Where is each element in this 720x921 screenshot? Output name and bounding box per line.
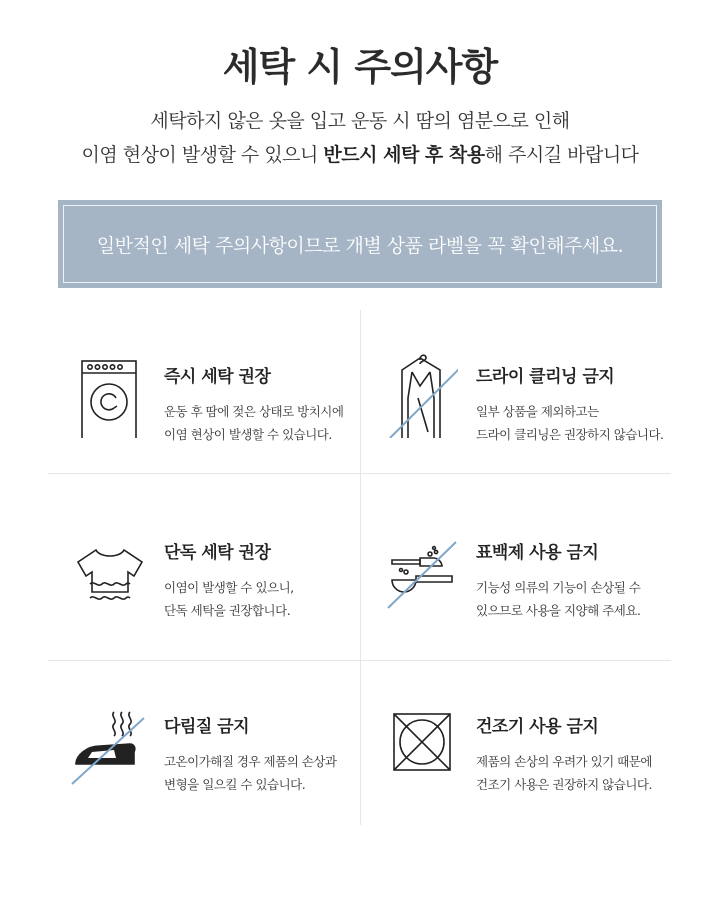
care-item-desc-line-1: 운동 후 땀에 젖은 상태로 방치시에 bbox=[164, 404, 344, 419]
tumble-dry-prohibited-icon bbox=[382, 696, 458, 788]
notice-banner bbox=[58, 200, 662, 288]
care-item-no-ironing bbox=[48, 672, 359, 812]
washing-machine-icon bbox=[70, 346, 146, 438]
care-item-desc-line-1: 고온이가해질 경우 제품의 손상과 bbox=[164, 754, 337, 769]
care-item-wash-separately bbox=[48, 498, 359, 638]
intro-line-2-emphasis: 반드시 세탁 후 착용 bbox=[323, 144, 485, 166]
care-item-title: 건조기 사용 금지 bbox=[476, 717, 599, 737]
intro-line-2-pre: 이염 현상이 발생할 수 있으니 bbox=[81, 144, 324, 166]
care-item-desc-line-2: 단독 세탁을 권장합니다. bbox=[164, 603, 291, 618]
care-item-title: 표백제 사용 금지 bbox=[476, 543, 599, 563]
care-item-title: 드라이 클리닝 금지 bbox=[476, 367, 615, 387]
care-item-description bbox=[164, 750, 336, 796]
bleach-prohibited-icon bbox=[382, 522, 458, 614]
care-item-title: 다림질 금지 bbox=[164, 717, 250, 737]
care-item-description bbox=[476, 576, 640, 622]
intro-line-1: 세탁하지 않은 옷을 입고 운동 시 땀의 염분으로 인해 bbox=[150, 110, 570, 132]
care-item-desc-line-1: 기능성 의류의 기능이 손상될 수 bbox=[476, 580, 641, 595]
intro-line-2 bbox=[0, 138, 720, 172]
care-item-desc-line-1: 제품의 손상의 우려가 있기 때문에 bbox=[476, 754, 652, 769]
notice-banner-text: 일반적인 세탁 주의사항이므로 개별 상품 라벨을 꼭 확인해주세요. bbox=[63, 205, 657, 283]
care-item-title: 즉시 세탁 권장 bbox=[164, 367, 271, 387]
care-item-immediate-wash bbox=[48, 322, 359, 462]
page-title: 세탁 시 주의사항 bbox=[222, 45, 498, 89]
care-item-desc-line-1: 일부 상품을 제외하고는 bbox=[476, 404, 599, 419]
care-item-no-dry-cleaning bbox=[360, 322, 671, 462]
care-item-description bbox=[164, 576, 294, 622]
care-item-desc-line-2: 건조기 사용은 권장하지 않습니다. bbox=[476, 777, 652, 792]
care-item-title: 단독 세탁 권장 bbox=[164, 543, 271, 563]
ironing-prohibited-icon bbox=[70, 696, 146, 788]
intro-line-2-post: 해 주시길 바랍니다 bbox=[484, 144, 639, 166]
grid-divider-horizontal-2 bbox=[48, 660, 671, 661]
intro-text bbox=[0, 104, 720, 172]
care-grid bbox=[48, 310, 671, 825]
care-item-description bbox=[476, 750, 652, 796]
care-item-desc-line-2: 드라이 클리닝은 권장하지 않습니다. bbox=[476, 427, 664, 442]
dry-cleaning-prohibited-icon bbox=[382, 346, 458, 438]
care-item-desc-line-1: 이염이 발생할 수 있으니, bbox=[164, 580, 294, 595]
care-item-desc-line-2: 이염 현상이 발생할 수 있습니다. bbox=[164, 427, 332, 442]
tshirt-wash-icon bbox=[70, 522, 146, 614]
care-item-desc-line-2: 변형을 일으킬 수 있습니다. bbox=[164, 777, 306, 792]
care-item-description bbox=[164, 400, 343, 446]
care-item-desc-line-2: 있으므로 사용을 지양해 주세요. bbox=[476, 603, 641, 618]
care-item-no-tumble-dry bbox=[360, 672, 671, 812]
care-item-no-bleach bbox=[360, 498, 671, 638]
grid-divider-horizontal-1 bbox=[48, 473, 671, 474]
care-item-description bbox=[476, 400, 664, 446]
